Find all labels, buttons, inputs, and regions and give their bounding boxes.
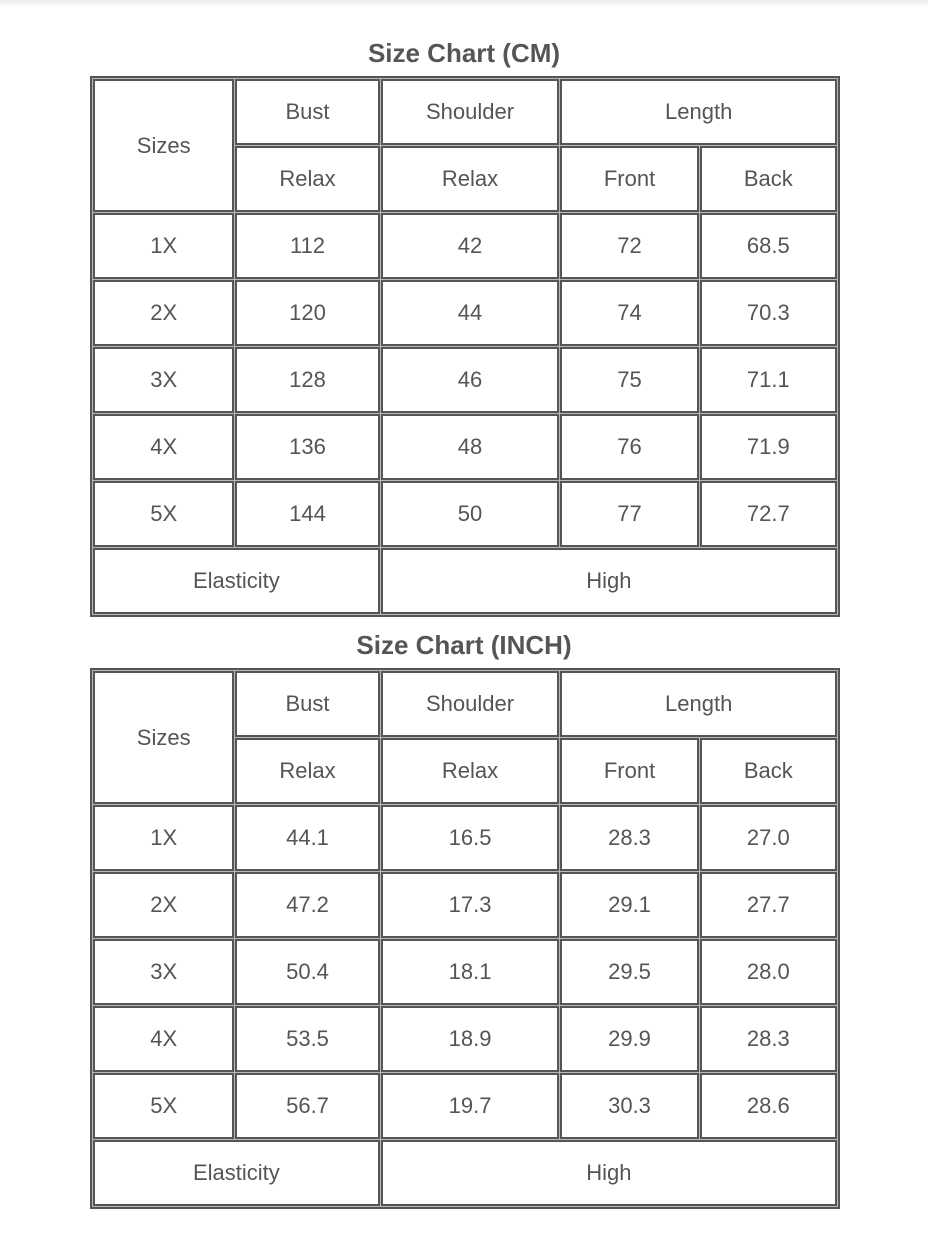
cell-front: 29.9	[560, 1006, 698, 1072]
header-length-back: Back	[700, 738, 837, 804]
header-sizes: Sizes	[93, 79, 234, 212]
cell-front: 75	[560, 347, 698, 413]
cell-front: 77	[560, 481, 698, 547]
cell-bust: 128	[235, 347, 379, 413]
cell-bust: 144	[235, 481, 379, 547]
cell-size: 1X	[93, 805, 234, 871]
header-bust: Bust	[235, 671, 379, 737]
cell-shoulder: 17.3	[381, 872, 560, 938]
cell-back: 72.7	[700, 481, 837, 547]
table-row	[93, 872, 837, 938]
cell-back: 27.0	[700, 805, 837, 871]
header-shoulder-relax: Relax	[381, 738, 560, 804]
header-shoulder: Shoulder	[381, 79, 560, 145]
header-shoulder: Shoulder	[381, 671, 560, 737]
cell-shoulder: 19.7	[381, 1073, 560, 1139]
header-bust: Bust	[235, 79, 379, 145]
elasticity-value: High	[381, 1140, 837, 1206]
table-row	[93, 805, 837, 871]
cell-size: 2X	[93, 872, 234, 938]
cell-shoulder: 46	[381, 347, 560, 413]
cell-back: 28.0	[700, 939, 837, 1005]
cell-size: 4X	[93, 414, 234, 480]
table-header-row	[93, 79, 837, 145]
chart-title-cm: Size Chart (CM)	[367, 38, 561, 68]
size-table-cm	[90, 76, 840, 617]
cell-bust: 47.2	[235, 872, 379, 938]
table-row	[93, 414, 837, 480]
cell-bust: 136	[235, 414, 379, 480]
table-row	[93, 939, 837, 1005]
cell-front: 72	[560, 213, 698, 279]
cell-bust: 112	[235, 213, 379, 279]
table-row	[93, 347, 837, 413]
elasticity-label: Elasticity	[93, 548, 380, 614]
elasticity-value: High	[381, 548, 837, 614]
cell-size: 3X	[93, 347, 234, 413]
cell-front: 76	[560, 414, 698, 480]
elasticity-label: Elasticity	[93, 1140, 380, 1206]
cell-back: 68.5	[700, 213, 837, 279]
cell-size: 5X	[93, 481, 234, 547]
header-bust-relax: Relax	[235, 146, 379, 212]
cell-bust: 120	[235, 280, 379, 346]
header-length-front: Front	[560, 146, 698, 212]
table-row	[93, 280, 837, 346]
header-bust-relax: Relax	[235, 738, 379, 804]
cell-size: 2X	[93, 280, 234, 346]
size-table-inch	[90, 668, 840, 1209]
header-length: Length	[560, 671, 837, 737]
header-length-front: Front	[560, 738, 698, 804]
chart-title-inch: Size Chart (INCH)	[356, 630, 572, 660]
page-top-divider	[0, 0, 928, 8]
table-row	[93, 1006, 837, 1072]
table-row	[93, 213, 837, 279]
cell-back: 28.6	[700, 1073, 837, 1139]
cell-size: 3X	[93, 939, 234, 1005]
header-sizes: Sizes	[93, 671, 234, 804]
cell-shoulder: 50	[381, 481, 560, 547]
cell-front: 29.1	[560, 872, 698, 938]
header-shoulder-relax: Relax	[381, 146, 560, 212]
cell-size: 1X	[93, 213, 234, 279]
cell-bust: 50.4	[235, 939, 379, 1005]
cell-back: 27.7	[700, 872, 837, 938]
cell-back: 28.3	[700, 1006, 837, 1072]
cell-shoulder: 44	[381, 280, 560, 346]
elasticity-row	[93, 548, 837, 614]
cell-shoulder: 42	[381, 213, 560, 279]
cell-front: 30.3	[560, 1073, 698, 1139]
cell-bust: 53.5	[235, 1006, 379, 1072]
cell-shoulder: 16.5	[381, 805, 560, 871]
cell-bust: 44.1	[235, 805, 379, 871]
header-length: Length	[560, 79, 837, 145]
cell-front: 29.5	[560, 939, 698, 1005]
cell-back: 70.3	[700, 280, 837, 346]
cell-shoulder: 18.1	[381, 939, 560, 1005]
cell-size: 4X	[93, 1006, 234, 1072]
cell-back: 71.9	[700, 414, 837, 480]
table-header-row	[93, 671, 837, 737]
table-row	[93, 481, 837, 547]
table-row	[93, 1073, 837, 1139]
cell-back: 71.1	[700, 347, 837, 413]
cell-front: 74	[560, 280, 698, 346]
cell-size: 5X	[93, 1073, 234, 1139]
cell-shoulder: 48	[381, 414, 560, 480]
cell-shoulder: 18.9	[381, 1006, 560, 1072]
cell-bust: 56.7	[235, 1073, 379, 1139]
cell-front: 28.3	[560, 805, 698, 871]
elasticity-row	[93, 1140, 837, 1206]
header-length-back: Back	[700, 146, 837, 212]
